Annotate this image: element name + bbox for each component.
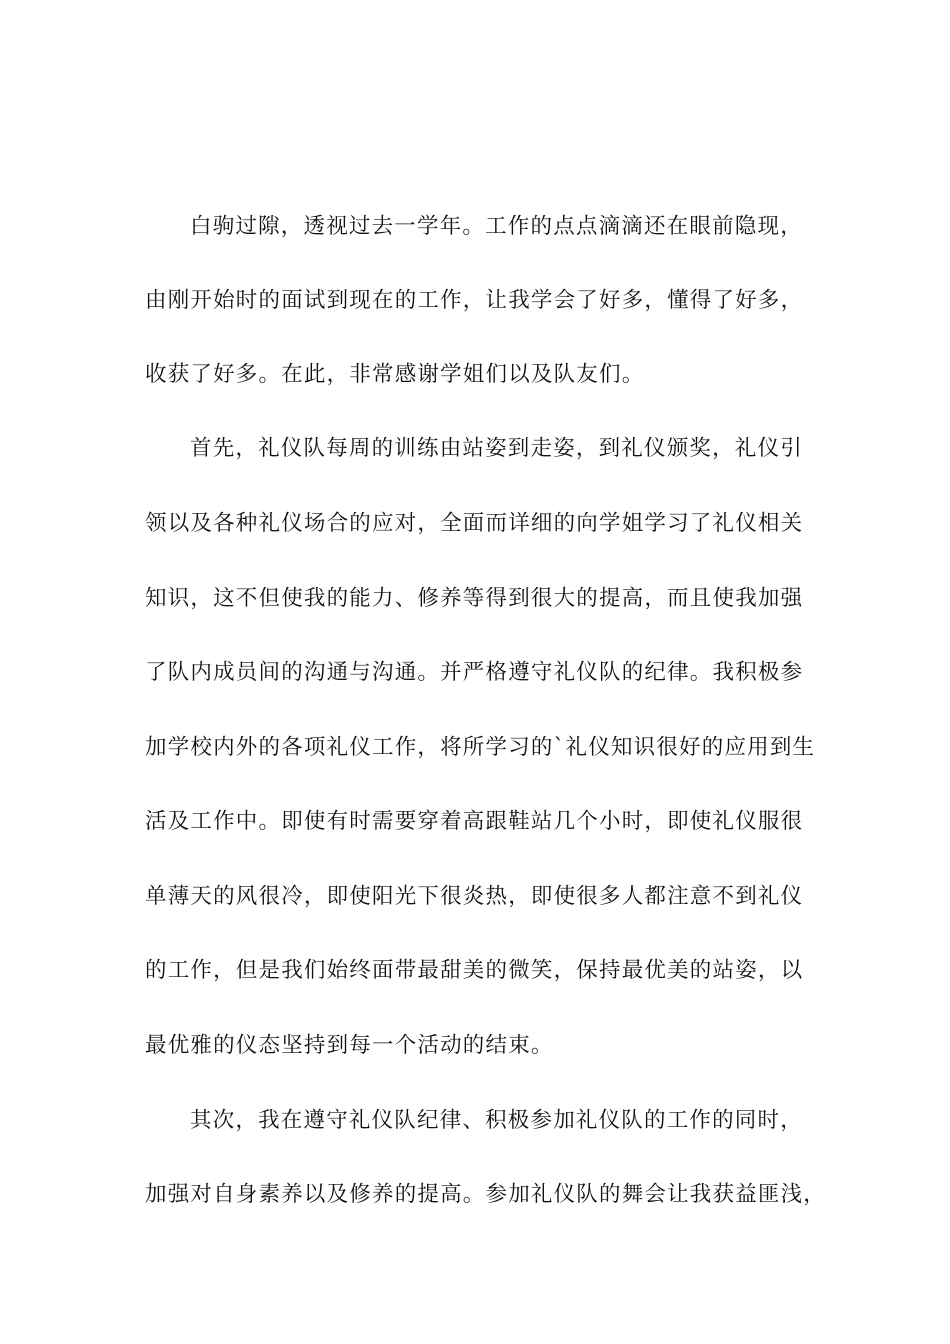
paragraph-2-line-5: 加学校内外的各项礼仪工作，将所学习的`礼仪知识很好的应用到生 [145,735,816,760]
paragraph-2-line-8: 的工作，但是我们始终面带最甜美的微笑，保持最优美的站姿，以 [145,958,804,983]
paragraph-2-line-3: 知识，这不但使我的能力、修养等得到很大的提高，而且使我加强 [145,586,804,611]
paragraph-1-line-3: 收获了好多。在此，非常感谢学姐们以及队友们。 [145,362,645,387]
paragraph-2-line-1: 首先，礼仪队每周的训练由站姿到走姿，到礼仪颁奖，礼仪引 [190,436,803,461]
paragraph-3-line-2: 加强对自身素养以及修养的提高。参加礼仪队的舞会让我获益匪浅， [145,1182,827,1207]
paragraph-3-line-1: 其次，我在遵守礼仪队纪律、积极参加礼仪队的工作的同时， [190,1108,803,1133]
paragraph-1-line-2: 由刚开始时的面试到现在的工作，让我学会了好多，懂得了好多， [145,288,804,313]
paragraph-1-line-1: 白驹过隙，透视过去一学年。工作的点点滴滴还在眼前隐现， [190,214,803,239]
paragraph-2-line-9: 最优雅的仪态坚持到每一个活动的结束。 [145,1033,554,1058]
paragraph-2-line-7: 单薄天的风很冷，即使阳光下很炎热，即使很多人都注意不到礼仪 [145,884,804,909]
paragraph-2-line-2: 领以及各种礼仪场合的应对，全面而详细的向学姐学习了礼仪相关 [145,511,804,536]
paragraph-2-line-6: 活及工作中。即使有时需要穿着高跟鞋站几个小时，即使礼仪服很 [145,809,804,834]
paragraph-2-line-4: 了队内成员间的沟通与沟通。并严格遵守礼仪队的纪律。我积极参 [145,660,804,685]
